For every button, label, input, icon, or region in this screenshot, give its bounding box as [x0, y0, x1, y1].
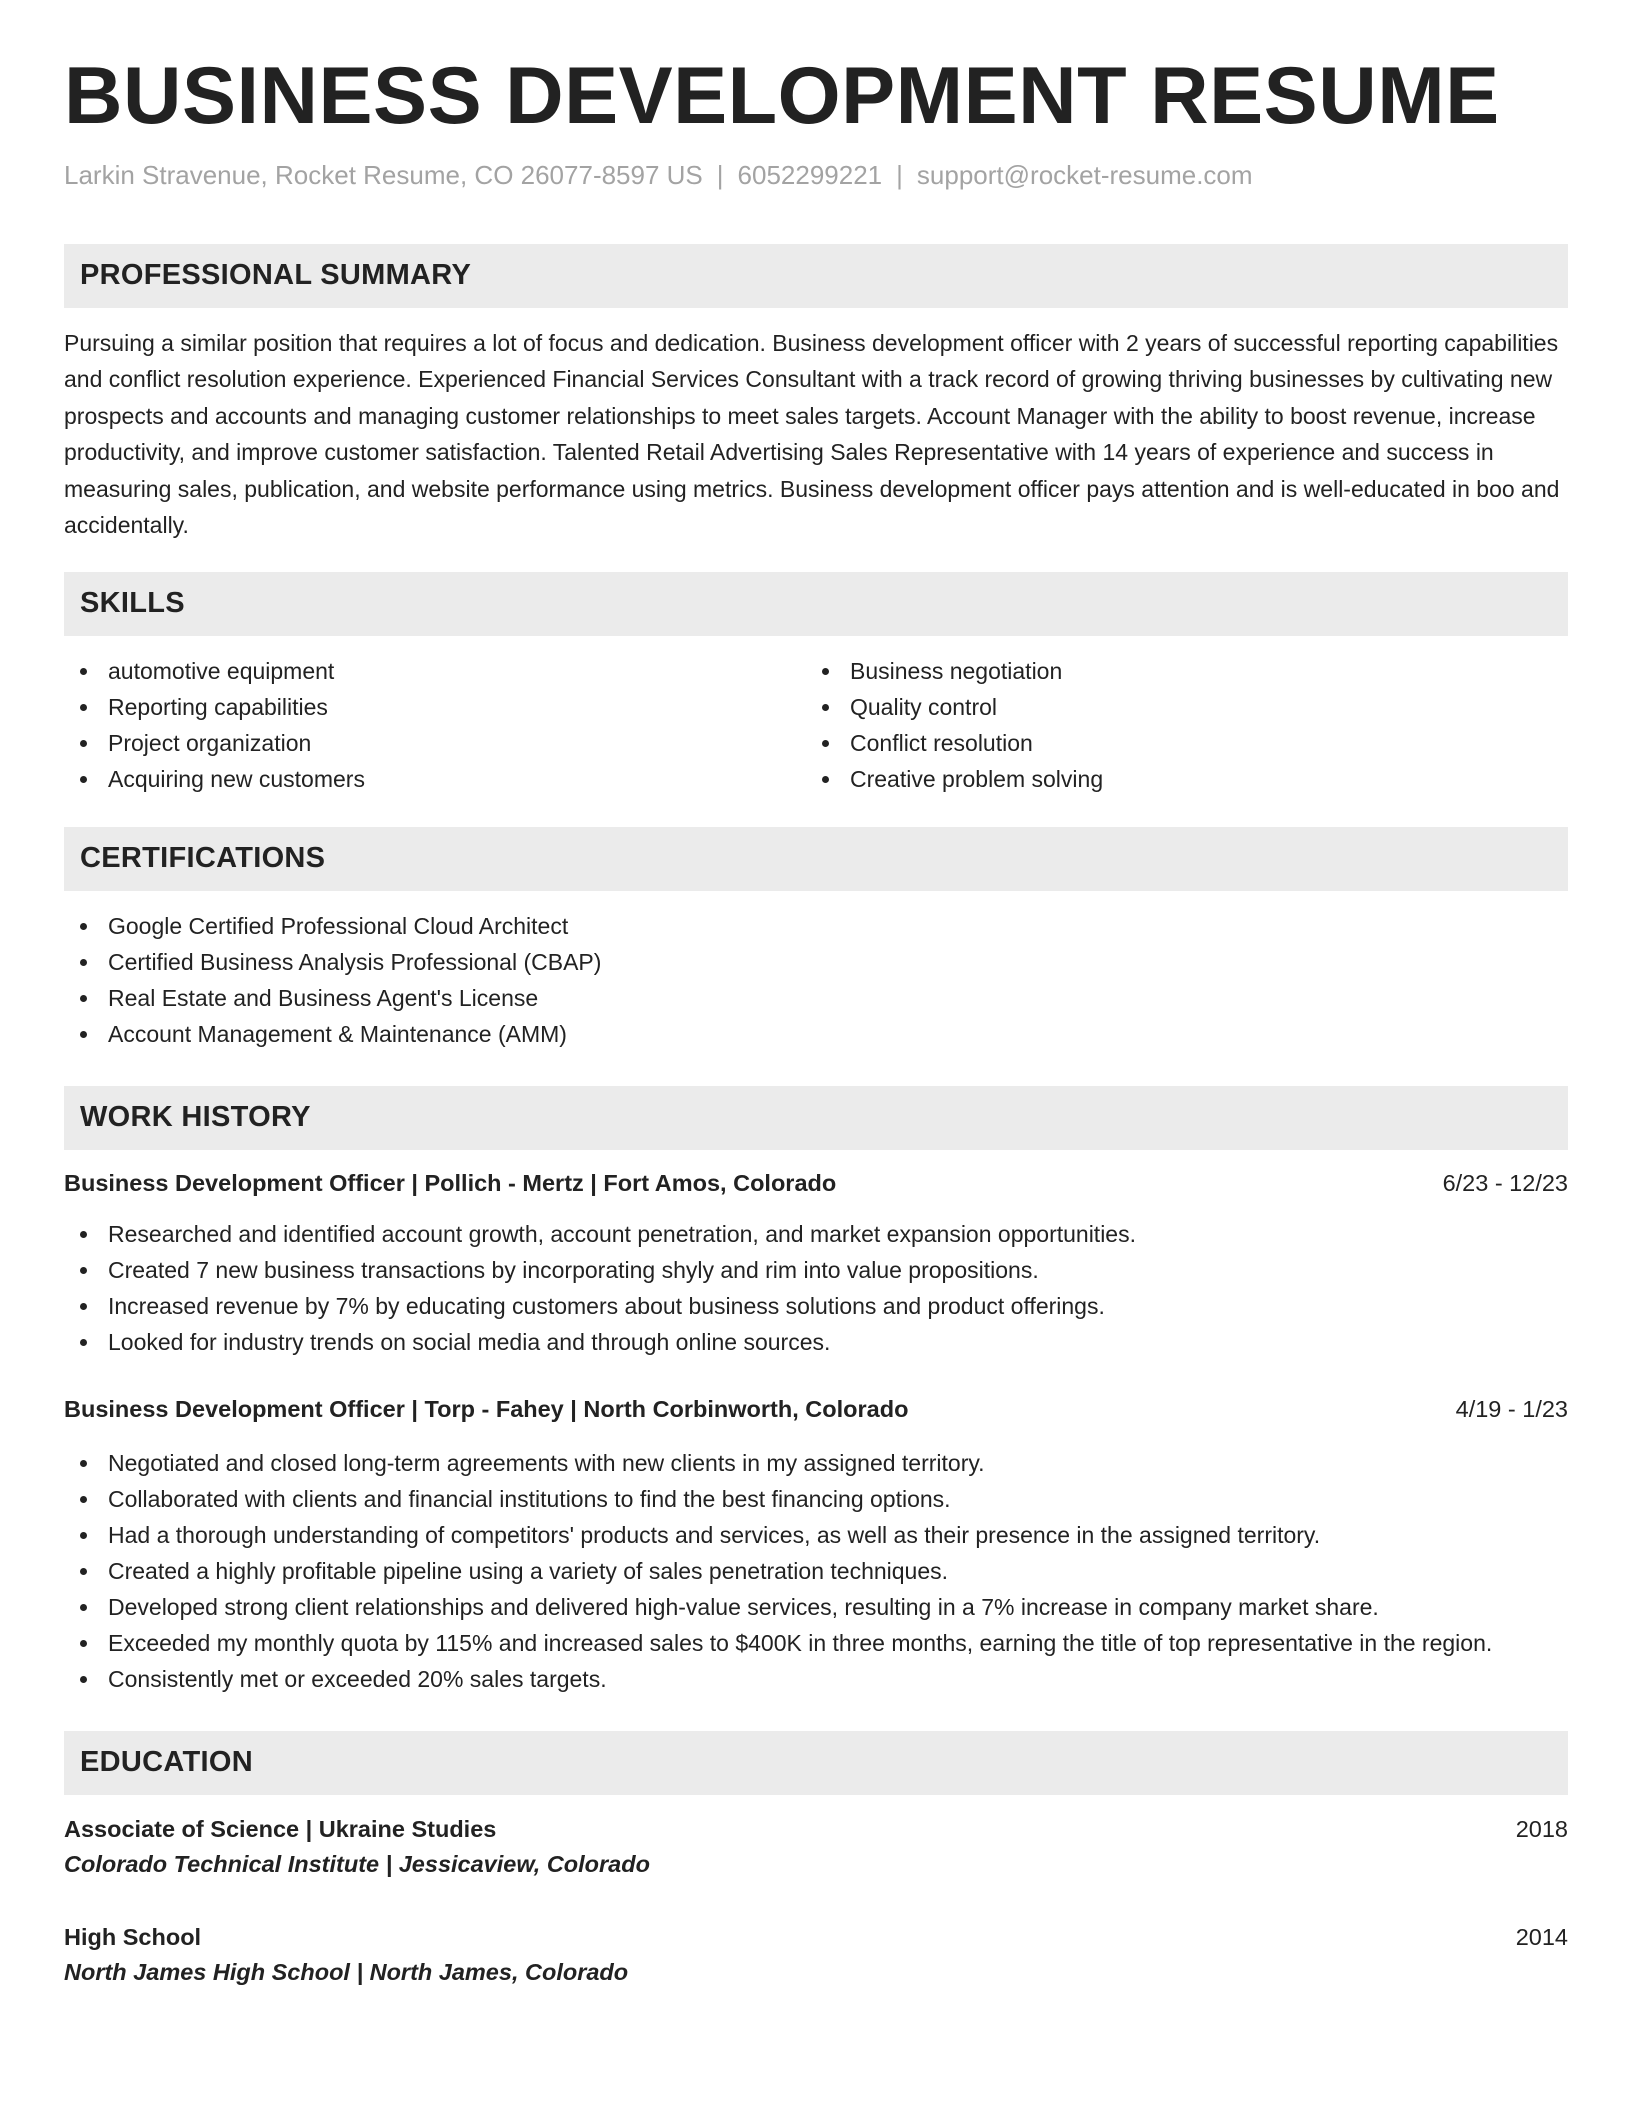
job-bullet: Researched and identified account growth, account penetration, and market expansion opportunities. — [64, 1216, 1568, 1252]
contact-email[interactable]: support@rocket-resume.com — [916, 160, 1253, 191]
job-bullet: Created 7 new business transactions by incorporating shyly and rim into value propositions. — [64, 1252, 1568, 1288]
job-entry — [64, 1392, 1568, 1697]
job-bullet: Exceeded my monthly quota by 115% and increased sales to $400K in three months, earning the title of top representative in the region. — [64, 1625, 1568, 1661]
job-title: Business Development Officer | Torp - Fahey | North Corbinworth, Colorado — [64, 1395, 909, 1422]
job-bullet: Looked for industry trends on social media and through online sources. — [64, 1324, 1568, 1360]
skill-item: automotive equipment — [64, 653, 806, 689]
skills-column-left — [64, 653, 806, 797]
education-entry — [64, 1920, 1568, 1990]
job-bullets — [64, 1445, 1568, 1697]
education-header — [64, 1812, 1568, 1846]
education-degree: High School — [64, 1923, 202, 1950]
job-dates: 4/19 - 1/23 — [1455, 1395, 1568, 1422]
section-header-skills: SKILLS — [64, 572, 1568, 636]
skills-list — [64, 653, 1568, 797]
skill-item: Business negotiation — [806, 653, 1548, 689]
job-entry — [64, 1166, 1568, 1360]
job-header — [64, 1166, 1568, 1200]
job-bullet: Created a highly profitable pipeline using a variety of sales penetration techniques. — [64, 1553, 1568, 1589]
education-entry — [64, 1812, 1568, 1882]
job-bullet: Consistently met or exceeded 20% sales targets. — [64, 1661, 1568, 1697]
skills-column-right — [806, 653, 1548, 797]
job-bullets — [64, 1216, 1568, 1360]
skill-item: Conflict resolution — [806, 725, 1548, 761]
education-school: Colorado Technical Institute | Jessicaview, Colorado — [64, 1850, 650, 1877]
job-dates: 6/23 - 12/23 — [1442, 1169, 1568, 1196]
section-header-education: EDUCATION — [64, 1731, 1568, 1795]
contact-address: Larkin Stravenue, Rocket Resume, CO 26077-8597 US — [64, 160, 703, 191]
job-bullet: Collaborated with clients and financial institutions to find the best financing options. — [64, 1481, 1568, 1517]
certification-item: Google Certified Professional Cloud Architect — [64, 908, 1568, 944]
contact-separator: | — [716, 160, 724, 191]
job-bullet: Increased revenue by 7% by educating customers about business solutions and product offerings. — [64, 1288, 1568, 1324]
certifications-list — [64, 908, 1568, 1052]
certification-item: Certified Business Analysis Professional (CBAP) — [64, 944, 1568, 980]
job-title: Business Development Officer | Pollich - Mertz | Fort Amos, Colorado — [64, 1169, 837, 1196]
job-bullet: Developed strong client relationships and delivered high-value services, resulting in a 7% increase in company market share. — [64, 1589, 1568, 1625]
job-bullet: Had a thorough understanding of competitors' products and services, as well as their presence in the assigned territory. — [64, 1517, 1568, 1553]
section-header-work-history: WORK HISTORY — [64, 1086, 1568, 1150]
education-year: 2018 — [1515, 1815, 1568, 1842]
skill-item: Reporting capabilities — [64, 689, 806, 725]
resume-page — [64, 52, 1568, 1990]
education-school: North James High School | North James, Colorado — [64, 1958, 629, 1985]
summary-paragraph: Pursuing a similar position that requires a lot of focus and dedication. Business development officer with 2 years of successful reporting capabilities and conflict resolution experience. Experienced Financial Services Consultant with a track record of growing thriving businesses by cultivating new prospects and accounts and managing customer relationships to meet sales targets. Account Manager with the ability to boost revenue, increase productivity, and improve customer satisfaction. Talented Retail Advertising Sales Representative with 14 years of experience and success in measuring sales, publication, and website performance using metrics. Business development officer pays attention and is well-educated in boo and accidentally. — [64, 329, 1560, 539]
contact-separator: | — [896, 160, 903, 191]
job-bullet: Negotiated and closed long-term agreements with new clients in my assigned territory. — [64, 1445, 1568, 1481]
skill-item: Project organization — [64, 725, 806, 761]
job-header — [64, 1392, 1568, 1426]
section-header-certifications: CERTIFICATIONS — [64, 827, 1568, 891]
education-degree: Associate of Science | Ukraine Studies — [64, 1815, 497, 1842]
skill-item: Creative problem solving — [806, 761, 1548, 797]
section-header-summary: PROFESSIONAL SUMMARY — [64, 244, 1568, 308]
education-header — [64, 1920, 1568, 1954]
certification-item: Real Estate and Business Agent's License — [64, 980, 1568, 1016]
certification-item: Account Management & Maintenance (AMM) — [64, 1016, 1568, 1052]
contact-phone[interactable]: 6052299221 — [737, 160, 883, 191]
skill-item: Acquiring new customers — [64, 761, 806, 797]
skill-item: Quality control — [806, 689, 1548, 725]
resume-title: BUSINESS DEVELOPMENT RESUME — [64, 51, 1500, 141]
contact-line — [64, 159, 1568, 193]
education-year: 2014 — [1515, 1923, 1568, 1950]
